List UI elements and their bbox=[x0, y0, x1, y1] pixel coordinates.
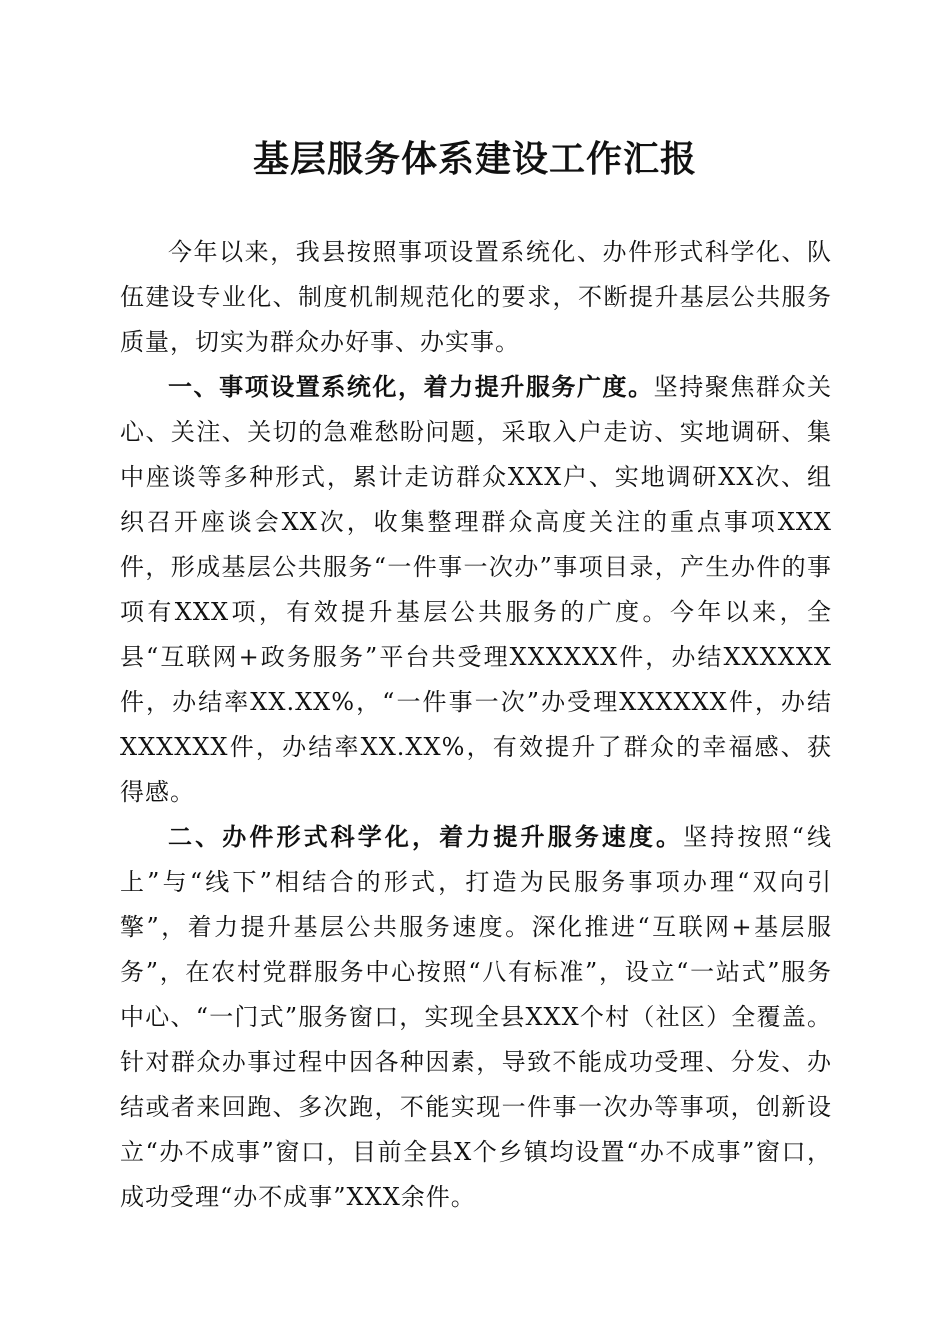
section-1-paragraph bbox=[120, 365, 832, 815]
section-2-heading: 二、办件形式科学化，着力提升服务速度。 bbox=[168, 823, 684, 851]
document-title: 基层服务体系建设工作汇报 bbox=[252, 138, 697, 180]
intro-paragraph: 今年以来，我县按照事项设置系统化、办件形式科学化、队伍建设专业化、制度机制规范化的要求，不断提升基层公共服务质量，切实为群众办好事、办实事。 bbox=[120, 238, 832, 356]
section-2-body: 坚持按照“线上”与“线下”相结合的形式，打造为民服务事项办理“双向引擎”，着力提升基层公共服务速度。深化推进“互联网+基层服务”，在农村党群服务中心按照“八有标准”，设立“一站式”服务中心、“一门式”服务窗口，实现全县XXX个村（社区）全覆盖。针对群众办事过程中因各种因素，导致不能成功受理、分发、办结或者来回跑、多次跑，不能实现一件事一次办等事项，创新设立“办不成事”窗口，目前全县X个乡镇均设置“办不成事”窗口，成功受理“办不成事”XXX余件。 bbox=[120, 823, 832, 1211]
document-body bbox=[120, 230, 832, 1220]
section-2-paragraph bbox=[120, 815, 832, 1220]
section-1-heading: 一、事项设置系统化，着力提升服务广度。 bbox=[168, 373, 654, 401]
section-1-body: 坚持聚焦群众关心、关注、关切的急难愁盼问题，采取入户走访、实地调研、集中座谈等多种形式，累计走访群众XXX户、实地调研XX次、组织召开座谈会XX次，收集整理群众高度关注的重点事项XXX件，形成基层公共服务“一件事一次办”事项目录，产生办件的事项有XXX项，有效提升基层公共服务的广度。今年以来，全县“互联网+政务服务”平台共受理XXXXXX件，办结XXXXXX件，办结率XX.XX%，“一件事一次”办受理XXXXXX件，办结XXXXXX件，办结率XX.XX%，有效提升了群众的幸福感、获得感。 bbox=[120, 373, 833, 806]
